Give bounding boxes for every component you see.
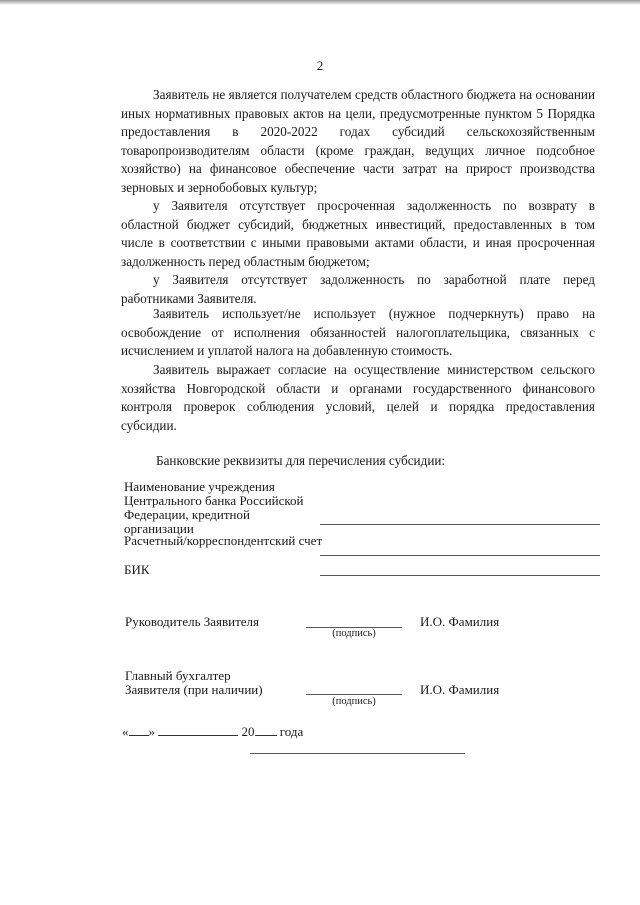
bank-institution-line[interactable] — [320, 524, 600, 525]
date-year-suffix: года — [279, 724, 304, 739]
page-number: 2 — [316, 58, 324, 73]
head-signature-label: Руководитель Заявителя — [125, 614, 260, 629]
accountant-label-line2: Заявителя (при наличии) — [125, 682, 263, 697]
accountant-signature-line[interactable] — [306, 694, 402, 695]
head-name: И.О. Фамилия — [420, 614, 500, 629]
bank-account-label: Расчетный/корреспондентский счет — [124, 533, 323, 548]
head-signature-caption: (подпись) — [332, 628, 376, 639]
bank-account-line[interactable] — [320, 555, 600, 556]
paragraph-vat-exemption: Заявитель использует/не использует (нужное подчеркнуть) право на освобождение от исполнения обязанностей налогоплательщика, связанных с исчислением и уплатой налога на добавленную стоимость. — [121, 306, 595, 359]
bank-institution-label: Наименование учреждения Центрального банка Российской Федерации, кредитной организации — [124, 479, 304, 536]
paragraph-no-overdue-debt: у Заявителя отсутствует просроченная задолженность по возврату в областной бюджет субсидий, бюджетных инвестиций, предоставленных в том числе в соответствии с иными правовыми актами области, и иная просроченная задолженность перед областным бюджетом; — [121, 198, 595, 269]
bank-bik-label: БИК — [124, 562, 150, 577]
accountant-label-line1: Главный бухгалтер — [125, 668, 231, 683]
bank-bik-line[interactable] — [320, 575, 600, 576]
date-year-blank[interactable] — [255, 723, 277, 736]
paragraph-not-recipient: Заявитель не является получателем средств областного бюджета на основании иных нормативных правовых актов на цели, предусмотренные пунктом 5 Порядка предоставления в 2020-2022 годах субсидий сельскохозяйственным товаропроизводителям области (кроме граждан, ведущих личное подсобное хозяйство) на финансовое обеспечение части затрат на прирост производства зерновых и зернобобовых культур; — [121, 87, 595, 195]
date-open-quote: « — [122, 724, 129, 739]
date-month-blank[interactable] — [158, 723, 238, 736]
accountant-name: И.О. Фамилия — [420, 682, 500, 697]
date-close-quote: » — [148, 724, 155, 739]
accountant-signature-caption: (подпись) — [332, 696, 376, 707]
paragraph-no-salary-debt: у Заявителя отсутствует задолженность по заработной плате перед работниками Заявителя. — [121, 272, 595, 306]
bank-details-heading: Банковские реквизиты для перечисления субсидии: — [156, 453, 446, 468]
paragraph-consent: Заявитель выражает согласие на осуществление министерством сельского хозяйства Новгородской области и органами государственного финансового контроля проверок соблюдения условий, целей и порядка предоставления субсидии. — [121, 362, 595, 433]
date-row — [122, 723, 303, 740]
date-year-prefix: 20 — [241, 724, 255, 739]
bottom-rule — [250, 753, 465, 754]
scan-edge — [0, 0, 640, 5]
date-day-blank[interactable] — [129, 723, 149, 736]
